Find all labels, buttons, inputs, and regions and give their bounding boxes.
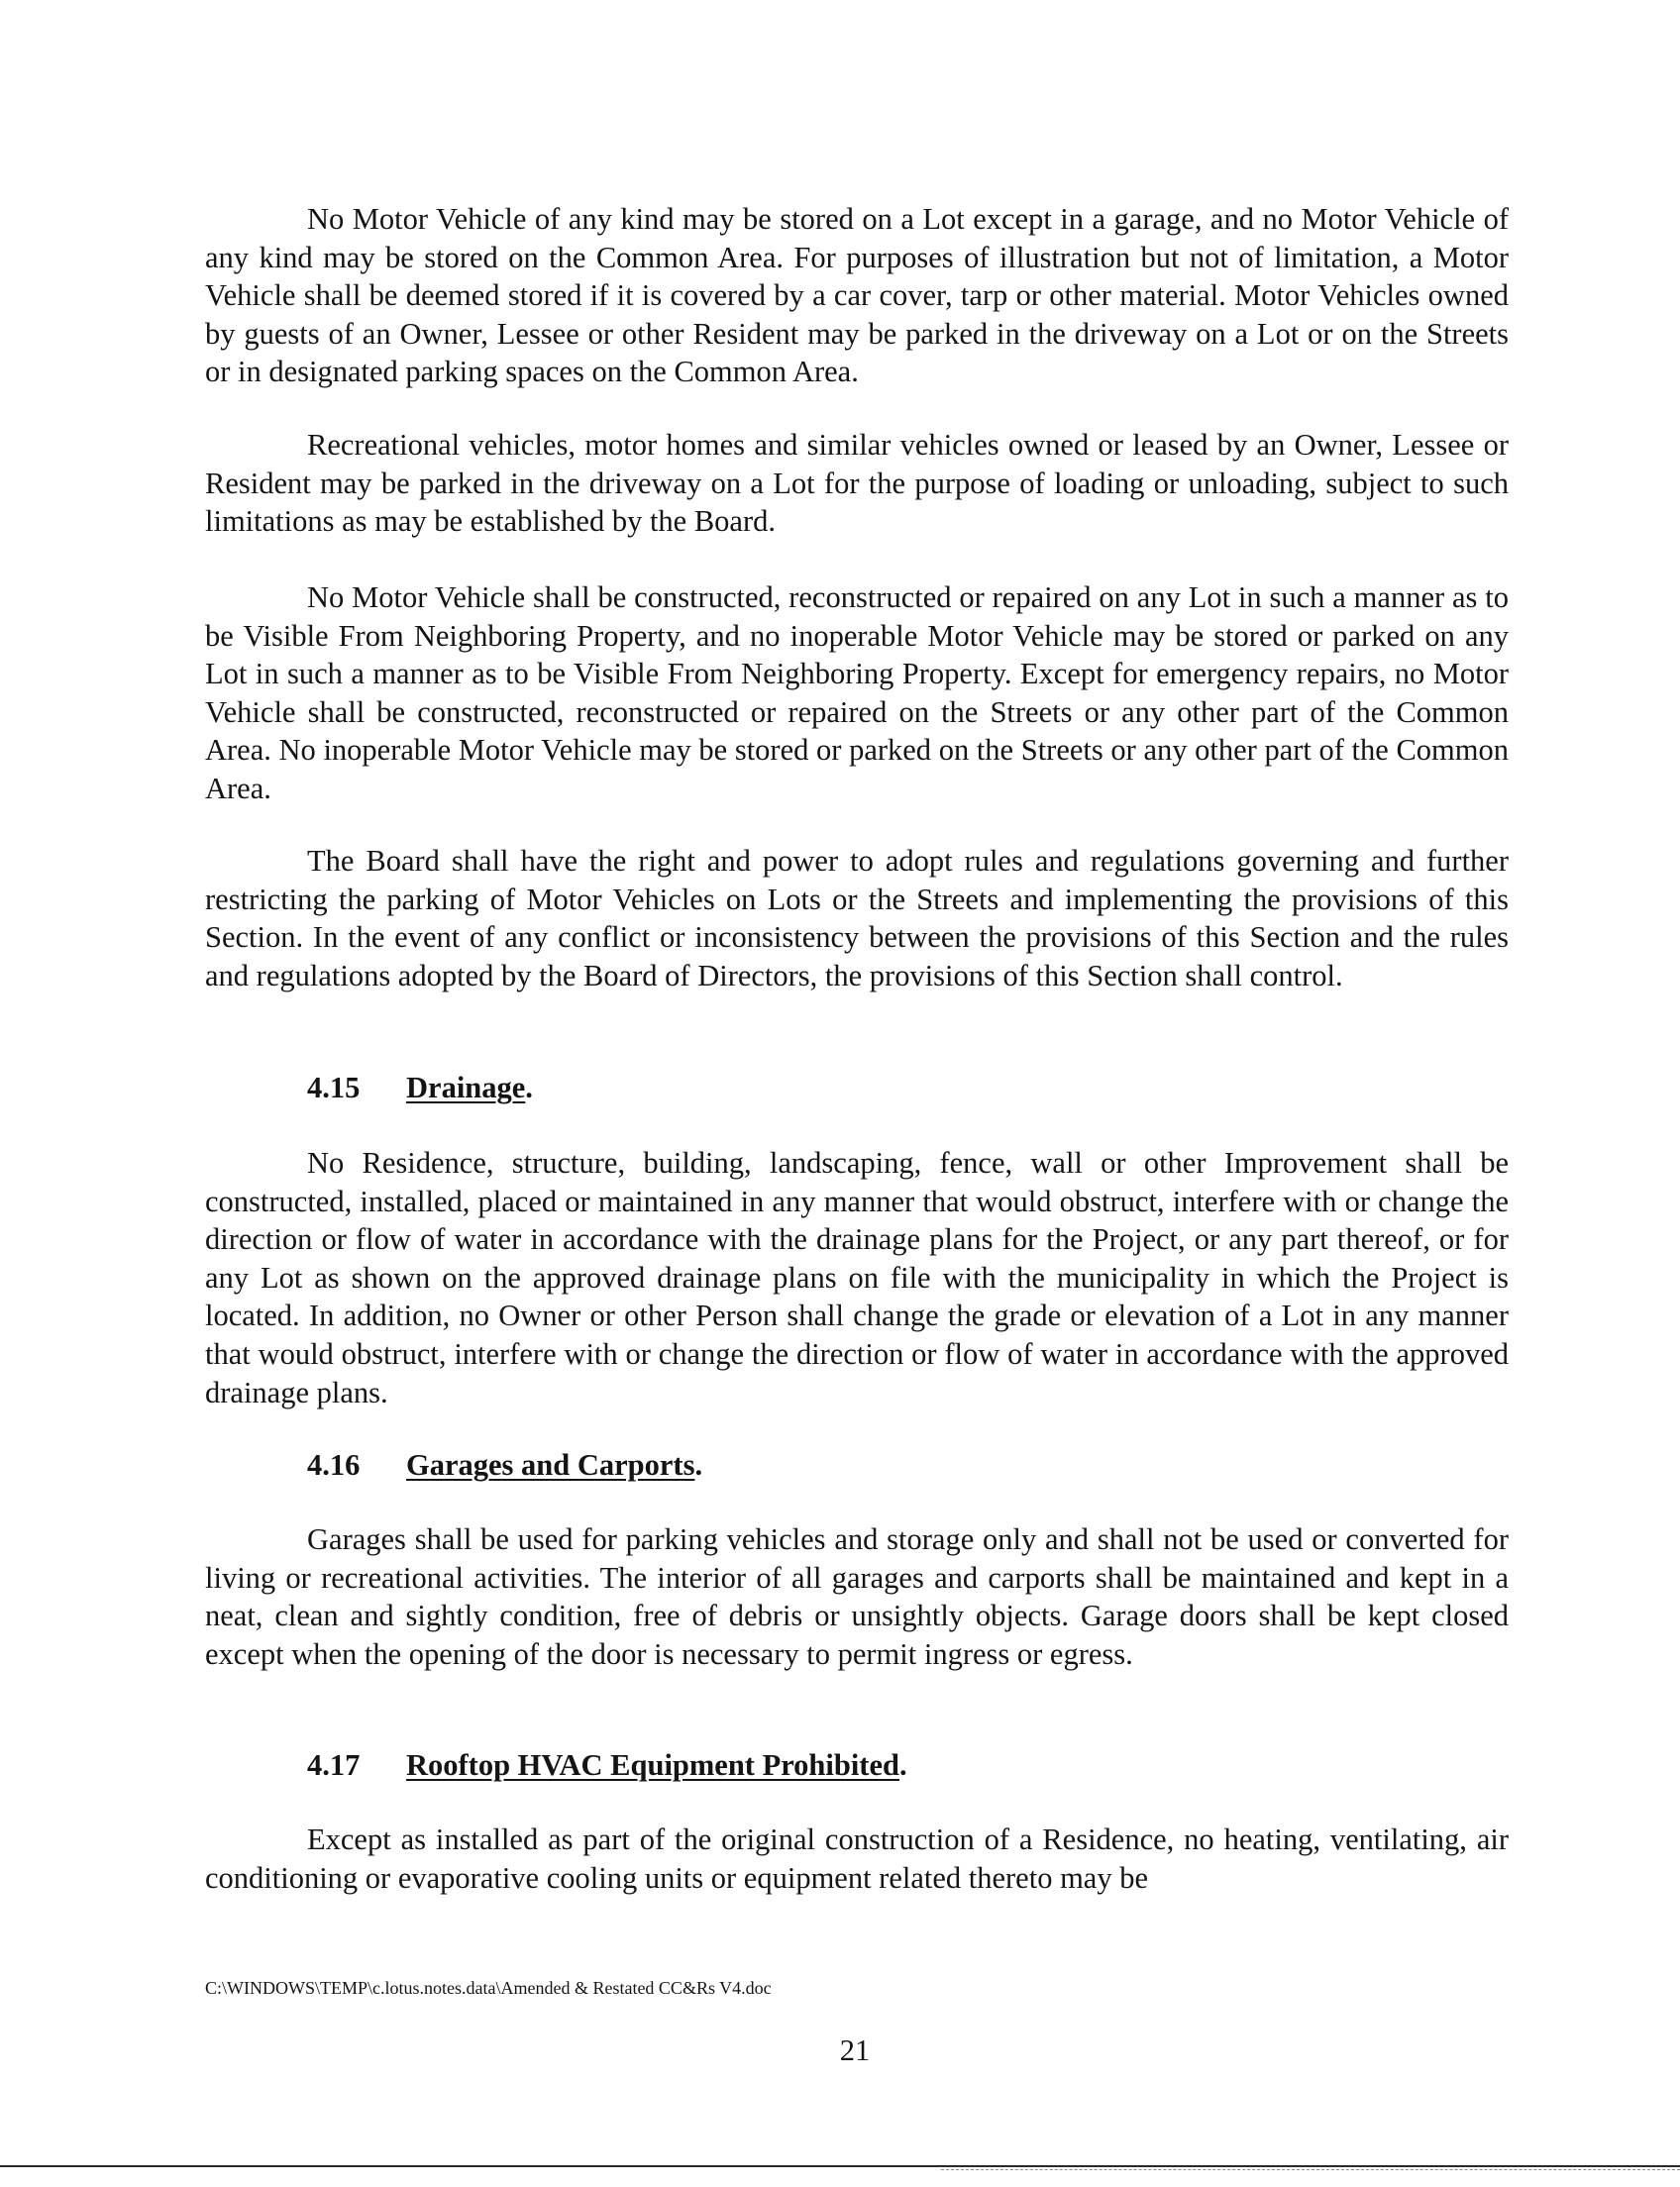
section-heading-4-17	[307, 1746, 907, 1784]
scan-edge-rule-faint	[941, 2169, 1680, 2170]
section-title: Drainage	[406, 1071, 526, 1104]
paragraph-recreational-vehicles: Recreational vehicles, motor homes and similar vehicles owned or leased by an Owner, Lessee or Resident may be parked in the driveway on a Lot for the purpose of loading or unloading, subject to such limitations as may be established by the Board.	[205, 428, 1509, 539]
footer-file-path: C:\WINDOWS\TEMP\c.lotus.notes.data\Amended & Restated CC&Rs V4.doc	[205, 1978, 772, 1998]
paragraph-rooftop-hvac: Except as installed as part of the original construction of a Residence, no heating, ventilating, air conditioning or evaporative cooling units or equipment related thereto may be	[205, 1822, 1509, 1895]
section-heading-4-16	[307, 1446, 702, 1484]
section-number: 4.15	[307, 1071, 361, 1104]
paragraph-motor-vehicle-storage: No Motor Vehicle of any kind may be stored on a Lot except in a garage, and no Motor Vehicle of any kind may be stored on the Common Area. For purposes of illustration but not of limitation, a Motor Vehicle shall be deemed stored if it is covered by a car cover, tarp or other material. Motor Vehicles owned by guests of an Owner, Lessee or other Resident may be parked in the driveway on a Lot or on the Streets or in designated parking spaces on the Common Area.	[205, 202, 1509, 389]
page-number: 21	[839, 2033, 871, 2067]
section-title: Rooftop HVAC Equipment Prohibited	[406, 1748, 899, 1782]
section-title-punctuation: .	[694, 1448, 703, 1482]
paragraph-vehicle-repairs: No Motor Vehicle shall be constructed, reconstructed or repaired on any Lot in such a manner as to be Visible From Neighboring Property, and no inoperable Motor Vehicle may be stored or parked on any Lot in such a manner as to be Visible From Neighboring Property. Except for emergency repairs, no Motor Vehicle shall be constructed, reconstructed or repaired on the Streets or any other part of the Common Area. No inoperable Motor Vehicle may be stored or parked on the Streets or any other part of the Common Area.	[205, 580, 1509, 805]
scan-edge-rule	[0, 2165, 1680, 2167]
section-number: 4.17	[307, 1748, 361, 1782]
section-title-punctuation: .	[898, 1748, 907, 1782]
section-heading-4-15	[307, 1069, 533, 1106]
paragraph-board-parking-rules: The Board shall have the right and power to adopt rules and regulations governing and further restricting the parking of Motor Vehicles on Lots or the Streets and implementing the provisions of this Section. In the event of any conflict or inconsistency between the provisions of this Section and the rules and regulations adopted by the Board of Directors, the provisions of this Section shall control.	[205, 844, 1509, 992]
paragraph-garages: Garages shall be used for parking vehicles and storage only and shall not be used or converted for living or recreational activities. The interior of all garages and carports shall be maintained and kept in a neat, clean and sightly condition, free of debris or unsightly objects. Garage doors shall be kept closed except when the opening of the door is necessary to permit ingress or egress.	[205, 1522, 1509, 1671]
paragraph-drainage: No Residence, structure, building, landscaping, fence, wall or other Improvement shall be constructed, installed, placed or maintained in any manner that would obstruct, interfere with or change the direction or flow of water in accordance with the drainage plans for the Project, or any part thereof, or for any Lot as shown on the approved drainage plans on file with the municipality in which the Project is located. In addition, no Owner or other Person shall change the grade or elevation of a Lot in any manner that would obstruct, interfere with or change the direction or flow of water in accordance with the approved drainage plans.	[205, 1146, 1509, 1409]
section-title: Garages and Carports	[406, 1448, 695, 1482]
section-number: 4.16	[307, 1448, 361, 1482]
section-title-punctuation: .	[525, 1071, 533, 1104]
